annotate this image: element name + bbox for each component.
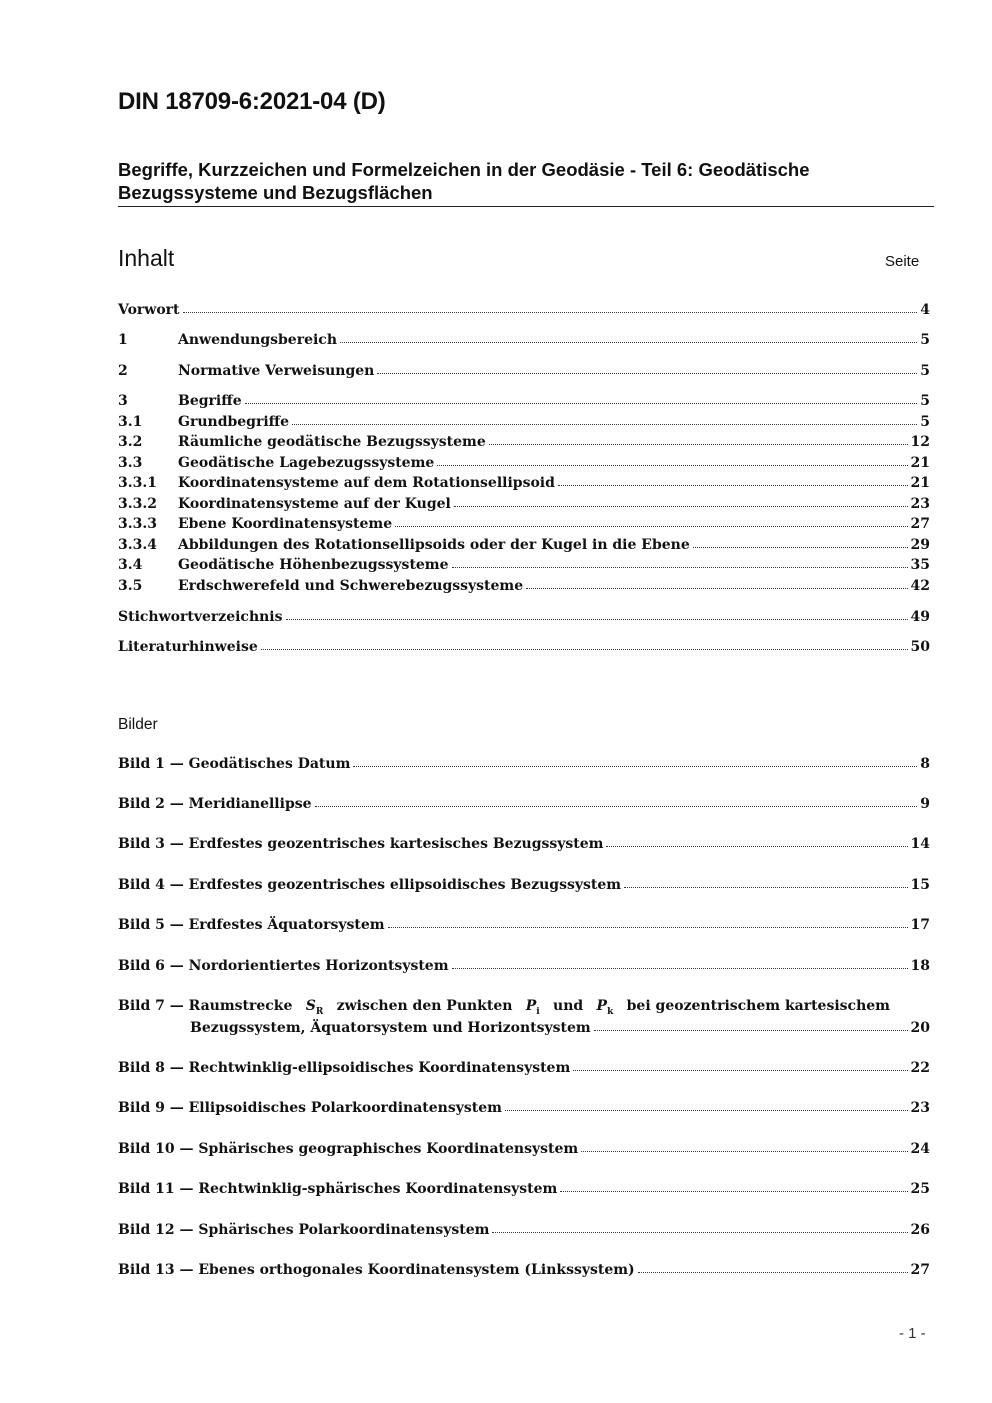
figure-entry-page: 15 — [910, 877, 930, 893]
figure-entry-page: 9 — [920, 796, 930, 812]
figure-entry-4[interactable] — [118, 877, 930, 897]
toc-entry-number: 3.3.4 — [118, 537, 157, 553]
toc-entry-text: Stichwortverzeichnis — [118, 609, 283, 625]
figure-entry-text: Bezugssystem, Äquatorsystem und Horizontsystem — [190, 1020, 591, 1036]
figure-entry-text: zwischen den Punkten — [336, 998, 513, 1014]
toc-entry-text: Literaturhinweise — [118, 639, 258, 655]
toc-leader-dots — [573, 1066, 907, 1071]
figure-entry-7-line1[interactable] — [118, 998, 890, 1017]
toc-leader-dots — [286, 615, 908, 620]
toc-entry-text: Koordinatensysteme auf der Kugel — [178, 496, 451, 512]
figure-entry-text: Bild 10 — Sphärisches geographisches Koordinatensystem — [118, 1141, 579, 1157]
figure-entry-page: 20 — [910, 1020, 930, 1036]
toc-entry-page: 21 — [910, 475, 930, 491]
toc-entry-page: 5 — [920, 414, 930, 430]
toc-leader-dots — [261, 645, 908, 650]
toc-leader-dots — [560, 1187, 907, 1192]
toc-leader-dots — [558, 481, 908, 486]
toc-entry-number: 3.3.2 — [118, 496, 157, 512]
toc-leader-dots — [454, 502, 908, 507]
figure-entry-text: Bild 1 — Geodätisches Datum — [118, 756, 351, 772]
figure-entry-page: 8 — [920, 756, 930, 772]
figure-entry-1[interactable] — [118, 756, 930, 776]
figure-entry-page: 25 — [910, 1181, 930, 1197]
toc-leader-dots — [693, 543, 908, 548]
toc-entry-text: Anwendungsbereich — [178, 332, 337, 348]
symbol-s-r: $S_R$ — [305, 998, 324, 1017]
toc-entry-3-3-2[interactable] — [118, 496, 930, 516]
figure-entry-page: 22 — [910, 1060, 930, 1076]
toc-leader-dots — [183, 308, 918, 313]
toc-leader-dots — [638, 1268, 908, 1273]
toc-heading: Inhalt — [118, 245, 175, 271]
toc-entry-page: 5 — [920, 363, 930, 379]
toc-leader-dots — [388, 923, 908, 928]
toc-entry-page: 42 — [910, 578, 930, 594]
figure-entry-page: 17 — [910, 917, 930, 933]
toc-leader-dots — [624, 883, 907, 888]
figure-entry-8[interactable] — [118, 1060, 930, 1080]
page-number: - 1 - — [899, 1325, 926, 1342]
toc-entry-page: 4 — [920, 302, 930, 318]
figure-entry-13[interactable] — [118, 1262, 930, 1282]
toc-entry-number: 3.4 — [118, 557, 143, 573]
toc-entry-vorwort[interactable] — [118, 302, 930, 322]
toc-entry-number: 3.1 — [118, 414, 143, 430]
figure-entry-page: 27 — [910, 1262, 930, 1278]
figure-entry-text: Bild 13 — Ebenes orthogonales Koordinatensystem (Linkssystem) — [118, 1262, 635, 1278]
document-id-title: DIN 18709-6:2021-04 (D) — [118, 88, 386, 115]
symbol-p-i: $P_i$ — [525, 998, 540, 1017]
figure-entry-5[interactable] — [118, 917, 930, 937]
toc-leader-dots — [492, 1228, 907, 1233]
figure-entry-9[interactable] — [118, 1100, 930, 1120]
toc-leader-dots — [452, 964, 908, 969]
toc-entry-page: 21 — [910, 455, 930, 471]
toc-leader-dots — [377, 369, 917, 374]
figure-entry-6[interactable] — [118, 958, 930, 978]
figure-entry-text: Bild 8 — Rechtwinklig-ellipsoidisches Koordinatensystem — [118, 1060, 571, 1076]
toc-entry-3-3-4[interactable] — [118, 537, 930, 557]
figure-entry-text: Bild 11 — Rechtwinklig-sphärisches Koordinatensystem — [118, 1181, 558, 1197]
toc-leader-dots — [437, 461, 907, 466]
toc-entry-number: 3.2 — [118, 434, 143, 450]
figure-entry-10[interactable] — [118, 1141, 930, 1161]
toc-leader-dots — [452, 563, 908, 568]
figure-entry-2[interactable] — [118, 796, 930, 816]
toc-leader-dots — [594, 1026, 908, 1031]
toc-entry-text: Begriffe — [178, 393, 242, 409]
figure-entry-12[interactable] — [118, 1222, 930, 1242]
figure-entry-text: bei geozentrischem kartesischem — [626, 998, 890, 1014]
toc-entry-bibliography[interactable] — [118, 639, 930, 659]
toc-leader-dots — [245, 399, 918, 404]
figure-entry-text: Bild 12 — Sphärisches Polarkoordinatensystem — [118, 1222, 490, 1238]
toc-entry-page: 12 — [910, 434, 930, 450]
figure-entry-text: Bild 6 — Nordorientiertes Horizontsystem — [118, 958, 449, 974]
figure-entry-page: 18 — [910, 958, 930, 974]
symbol-p-k: $P_k$ — [596, 998, 614, 1017]
toc-entry-text: Abbildungen des Rotationsellipsoids oder der Kugel in die Ebene — [178, 537, 690, 553]
toc-entry-page: 50 — [910, 639, 930, 655]
toc-entry-number: 3.3.3 — [118, 516, 157, 532]
toc-entry-3-4[interactable] — [118, 557, 930, 577]
toc-entry-page: 35 — [910, 557, 930, 573]
toc-leader-dots — [315, 802, 918, 807]
toc-entry-3-5[interactable] — [118, 578, 930, 598]
toc-entry-number: 1 — [118, 332, 128, 348]
figure-entry-text: Bild 7 — Raumstrecke — [118, 998, 293, 1014]
figure-entry-text: und — [553, 998, 584, 1014]
toc-entry-1[interactable] — [118, 332, 930, 352]
figure-entry-3[interactable] — [118, 836, 930, 856]
figure-entry-text: Bild 3 — Erdfestes geozentrisches kartesisches Bezugssystem — [118, 836, 604, 852]
toc-entry-text: Erdschwerefeld und Schwerebezugssysteme — [178, 578, 524, 594]
toc-entry-text: Ebene Koordinatensysteme — [178, 516, 393, 532]
toc-entry-text: Normative Verweisungen — [178, 363, 375, 379]
toc-entry-number: 3.5 — [118, 578, 143, 594]
figure-entry-7-line2[interactable] — [190, 1020, 930, 1040]
toc-entry-text: Vorwort — [118, 302, 180, 318]
toc-entry-number: 3.3.1 — [118, 475, 157, 491]
toc-leader-dots — [353, 762, 917, 767]
toc-leader-dots — [526, 584, 907, 589]
figure-entry-text: Bild 5 — Erdfestes Äquatorsystem — [118, 917, 385, 933]
figure-entry-text: Bild 9 — Ellipsoidisches Polarkoordinatensystem — [118, 1100, 502, 1116]
toc-leader-dots — [292, 420, 917, 425]
toc-entry-page: 29 — [910, 537, 930, 553]
toc-leader-dots — [581, 1147, 907, 1152]
toc-entry-3-3[interactable] — [118, 455, 930, 475]
toc-entry-text: Grundbegriffe — [178, 414, 290, 430]
title-divider — [118, 206, 934, 207]
toc-entry-page: 49 — [910, 609, 930, 625]
toc-entry-number: 2 — [118, 363, 128, 379]
document-subtitle: Begriffe, Kurzzeichen und Formelzeichen in der Geodäsie - Teil 6: Geodätische Bezugssysteme und Bezugsflächen — [118, 159, 810, 203]
toc-entry-text: Geodätische Höhenbezugssysteme — [178, 557, 449, 573]
toc-leader-dots — [395, 522, 907, 527]
figure-entry-text: Bild 2 — Meridianellipse — [118, 796, 312, 812]
toc-entry-2[interactable] — [118, 363, 930, 383]
toc-leader-dots — [606, 842, 907, 847]
toc-entry-text: Geodätische Lagebezugssysteme — [178, 455, 435, 471]
figure-entry-page: 24 — [910, 1141, 930, 1157]
toc-entry-page: 5 — [920, 393, 930, 409]
toc-entry-page: 23 — [910, 496, 930, 512]
toc-leader-dots — [505, 1106, 908, 1111]
toc-leader-dots — [340, 338, 917, 343]
toc-entry-text: Räumliche geodätische Bezugssysteme — [178, 434, 486, 450]
toc-entry-3-2[interactable] — [118, 434, 930, 454]
toc-entry-3[interactable] — [118, 393, 930, 413]
toc-entry-page: 5 — [920, 332, 930, 348]
toc-entry-text: Koordinatensysteme auf dem Rotationsellipsoid — [178, 475, 555, 491]
toc-entry-3-3-1[interactable] — [118, 475, 930, 495]
figure-entry-text: Bild 4 — Erdfestes geozentrisches ellipsoidisches Bezugssystem — [118, 877, 622, 893]
toc-entry-index[interactable] — [118, 609, 930, 629]
toc-leader-dots — [489, 440, 908, 445]
figure-entry-page: 26 — [910, 1222, 930, 1238]
toc-page-column-label: Seite — [885, 253, 920, 270]
toc-entry-page: 27 — [910, 516, 930, 532]
toc-entry-3-3-3[interactable] — [118, 516, 930, 536]
toc-entry-number: 3.3 — [118, 455, 143, 471]
figures-heading: Bilder — [118, 716, 158, 733]
figure-entry-11[interactable] — [118, 1181, 930, 1201]
figure-entry-page: 23 — [910, 1100, 930, 1116]
toc-entry-number: 3 — [118, 393, 128, 409]
toc-entry-3-1[interactable] — [118, 414, 930, 434]
figure-entry-page: 14 — [910, 836, 930, 852]
